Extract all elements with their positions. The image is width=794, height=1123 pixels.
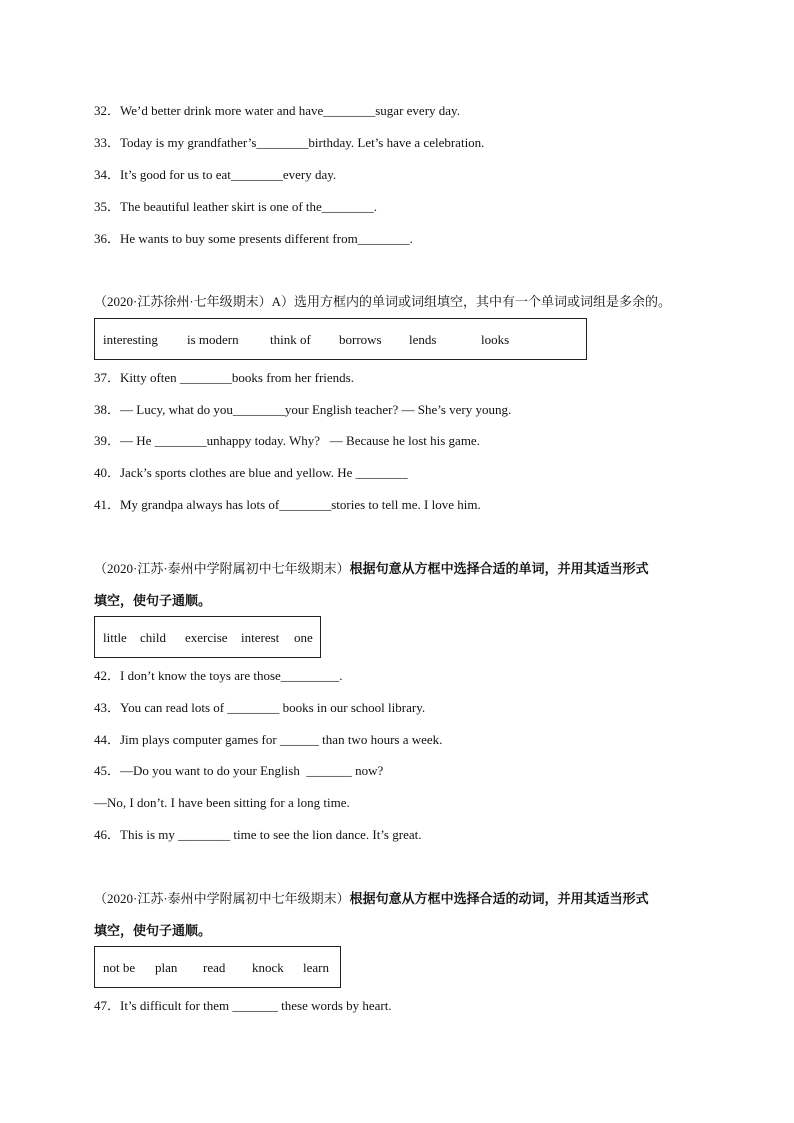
- question-35: 35．The beautiful leather skirt is one of the________.: [94, 199, 378, 214]
- word-box-section-4: [94, 946, 341, 988]
- word-box-word: is modern: [187, 332, 239, 347]
- question-36: 36．He wants to buy some presents different from________.: [94, 231, 413, 246]
- question-47: 47．It’s difficult for them _______ these words by heart.: [94, 998, 392, 1013]
- word-box-section-3: [94, 616, 321, 658]
- word-box-word: read: [203, 960, 226, 975]
- word-box-word: one: [294, 630, 313, 645]
- question-41: 41．My grandpa always has lots of________stories to tell me. I love him.: [94, 497, 481, 512]
- word-box-word: child: [140, 630, 166, 645]
- word-box-word: think of: [270, 332, 311, 347]
- word-box-word: looks: [481, 332, 510, 347]
- question-43: 43．You can read lots of ________ books in our school library.: [94, 700, 426, 715]
- question-32: 32．We’d better drink more water and have________sugar every day.: [94, 103, 460, 118]
- word-box-word: learn: [303, 960, 329, 975]
- section-4-source: （2020·江苏·泰州中学附属初中七年级期末）: [94, 891, 350, 906]
- word-box-section-2: [94, 318, 587, 360]
- section-4-instruction-cont: 填空，使句子通顺。: [94, 923, 212, 938]
- section-3-source: （2020·江苏·泰州中学附属初中七年级期末）: [94, 561, 350, 576]
- question-42: 42．I don’t know the toys are those_________.: [94, 668, 343, 683]
- word-box-word: not be: [103, 960, 136, 975]
- section-2-header: （2020·江苏徐州·七年级期末）A）选用方框内的单词或词组填空，其中有一个单词或词组是多余的。: [94, 294, 672, 309]
- question-40: 40．Jack’s sports clothes are blue and yellow. He ________: [94, 465, 408, 480]
- word-box-word: lends: [409, 332, 437, 347]
- word-box-word: knock: [252, 960, 284, 975]
- question-46: 46．This is my ________ time to see the lion dance. It’s great.: [94, 827, 422, 842]
- section-4-header-cont: [94, 923, 211, 939]
- question-39: 39．— He ________unhappy today. Why? — Because he lost his game.: [94, 433, 480, 448]
- section-3-instruction-cont: 填空，使句子通顺。: [94, 593, 212, 608]
- section-4-header: [94, 891, 649, 907]
- section-3-header: [94, 561, 649, 577]
- section-3-header-cont: [94, 593, 211, 609]
- section-4-instruction: 根据句意从方框中选择合适的动词，并用其适当形式: [349, 891, 649, 906]
- word-box-word: exercise: [185, 630, 228, 645]
- word-box-word: interesting: [103, 332, 158, 347]
- word-box-word: borrows: [339, 332, 382, 347]
- question-45: 45．—Do you want to do your English _______ now?: [94, 763, 384, 778]
- question-33: 33．Today is my grandfather’s________birthday. Let’s have a celebration.: [94, 135, 485, 150]
- section-3-instruction: 根据句意从方框中选择合适的单词，并用其适当形式: [349, 561, 649, 576]
- question-37: 37．Kitty often ________books from her friends.: [94, 370, 354, 385]
- word-box-word: plan: [155, 960, 178, 975]
- word-box-word: interest: [241, 630, 280, 645]
- question-44: 44．Jim plays computer games for ______ than two hours a week.: [94, 732, 443, 747]
- question-34: 34．It’s good for us to eat________every day.: [94, 167, 337, 182]
- word-box-word: little: [103, 630, 127, 645]
- question-38: 38．— Lucy, what do you________your English teacher? — She’s very young.: [94, 402, 512, 417]
- question-45-response: —No, I don’t. I have been sitting for a long time.: [94, 795, 350, 810]
